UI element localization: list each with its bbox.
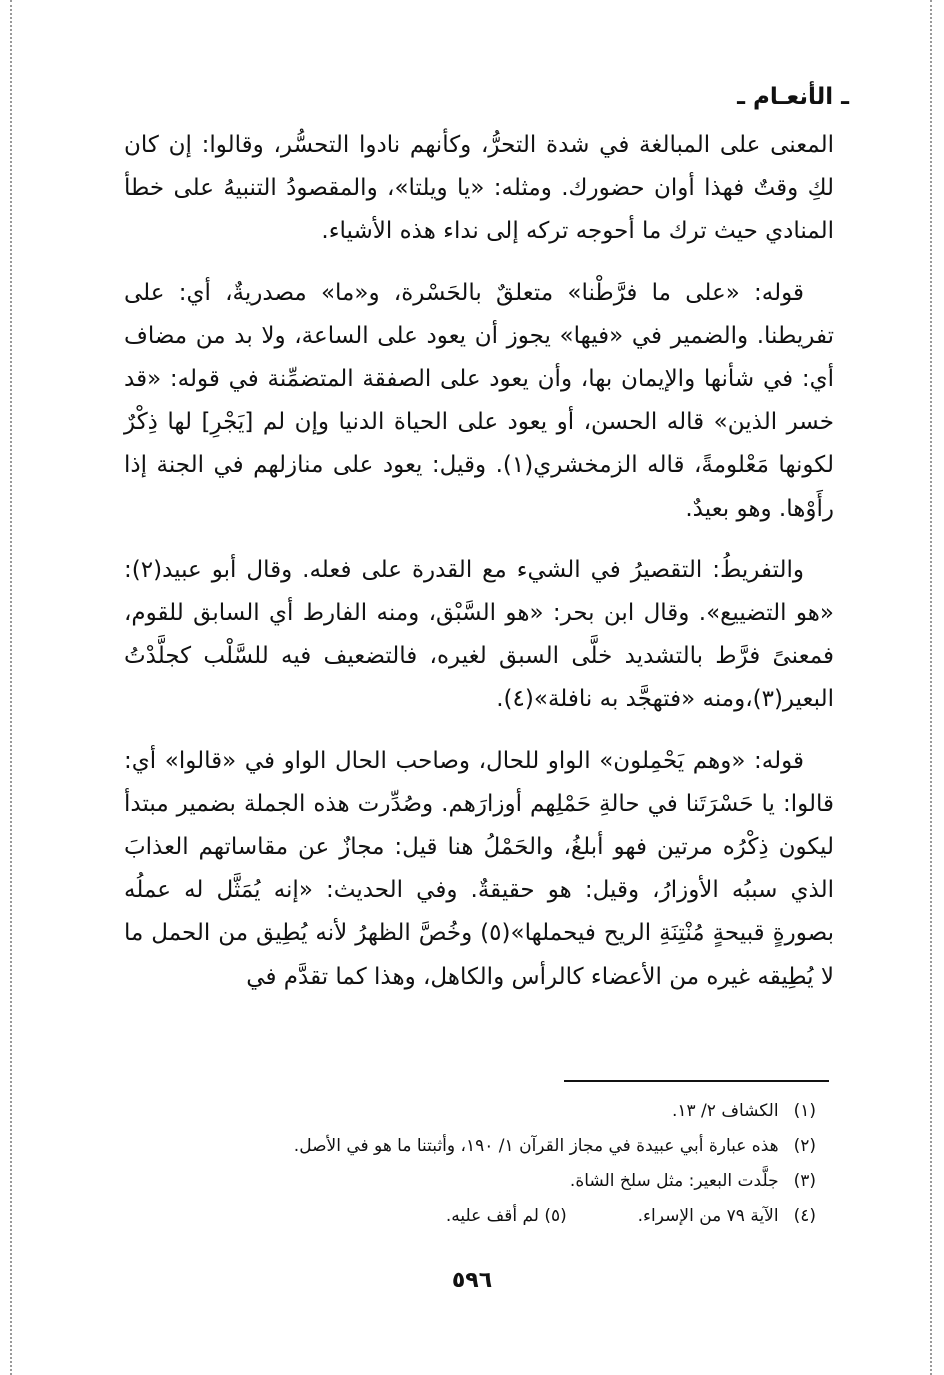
footnote-2 — [116, 1129, 816, 1164]
footnote-text: لم أقف عليه. — [445, 1206, 539, 1226]
footnote-number: (٥) — [544, 1206, 567, 1226]
page-number: ٥٩٦ — [451, 1268, 493, 1293]
left-edge-dotted-line — [10, 0, 12, 1375]
footnote-text: الآية ٧٩ من الإسراء. — [637, 1206, 779, 1226]
footnote-text: هذه عبارة أبي عبيدة في مجاز القرآن ١/ ١٩٠، وأثبتنا ما هو في الأصل. — [293, 1136, 779, 1156]
paragraph: قوله: «على ما فرَّطْنا» متعلقٌ بالحَسْرة، و«ما» مصدريةٌ، أي: على تفريطنا. والضمير في «فيها» يجوز أن يعود على الساعة، ولا بد من مضاف أي: في شأنها والإيمان بها، وأن يعود على الصفقة المتضمِّنة في قوله: «قد خسر الذين» قاله الحسن، أو يعود على الحياة الدنيا وإن لم [يَجْرِ] لها ذِكْرٌ لكونها مَعْلومةً، قاله الزمخشري(١). وقيل: يعود على منازلهم في الجنة إذا رأَوْها. وهو بعيدٌ. — [124, 279, 834, 522]
footnote-4-and-5 — [116, 1199, 816, 1234]
footnote-text: جلَّدت البعير: مثل سلخ الشاة. — [569, 1171, 779, 1191]
footnote-number: (٤) — [793, 1206, 816, 1226]
paragraph: والتفريطُ: التقصيرُ في الشيء مع القدرة على فعله. وقال أبو عبيد(٢): «هو التضييع». وقال ابن بحر: «هو السَّبْق، ومنه الفارط أي السابق للقوم، فمعنىً فرَّط بالتشديد خلَّى السبق لغيره، فالتضعيف فيه للسَّلْب كجلَّدْتُ البعير(٣)،ومنه «فتهجَّد به نافلة»(٤). — [124, 556, 834, 713]
paragraph: قوله: «وهم يَحْمِلون» الواو للحال، وصاحب الحال الواو في «قالوا» أي: قالوا: يا حَسْرَتَنا في حالةِ حَمْلِهم أوزارَهم. وصُدِّرت هذه الجملة بضمير مبتدأ ليكون ذِكْرُه مرتين فهو أبلغُ، والحَمْلُ هنا قيل: مجازٌ عن مقاساتهم العذابَ الذي سببُه الأوزارُ، وقيل: هو حقيقةٌ. وفي الحديث: «إنه يُمَثَّل له عملُه بصورةٍ قبيحةٍ مُنْتِنَةِ الريح فيحملها»(٥) وخُصَّ الظهرُ لأنه يُطِيق من الحمل ما لا يُطِيقه غيره من الأعضاء كالرأس والكاهل، وهذا كما تقدَّم في — [124, 747, 834, 990]
footnote-number: (٢) — [793, 1136, 816, 1156]
footnote-3 — [116, 1164, 816, 1199]
footnote-1 — [116, 1094, 816, 1129]
right-edge-dotted-line — [930, 0, 932, 1375]
footnote-number: (٣) — [793, 1171, 816, 1191]
footnote-separator — [564, 1080, 829, 1082]
paragraph: المعنى على المبالغة في شدة التحرُّ، وكأنهم نادوا التحسُّر، وقالوا: إن كان لكِ وقتٌ فهذا أوان حضورك. ومثله: «يا ويلتا»، والمقصودُ التنبيهُ على خطأ المنادي حيث ترك ما أحوجه تركه إلى نداء هذه الأشياء. — [124, 132, 834, 245]
footnote-number: (١) — [793, 1101, 816, 1121]
footnotes — [116, 1094, 816, 1234]
running-header: ـ الأنعـام ـ — [737, 84, 849, 110]
main-text — [124, 124, 834, 1017]
footnote-text: الكشاف ٢/ ١٣. — [671, 1101, 779, 1121]
